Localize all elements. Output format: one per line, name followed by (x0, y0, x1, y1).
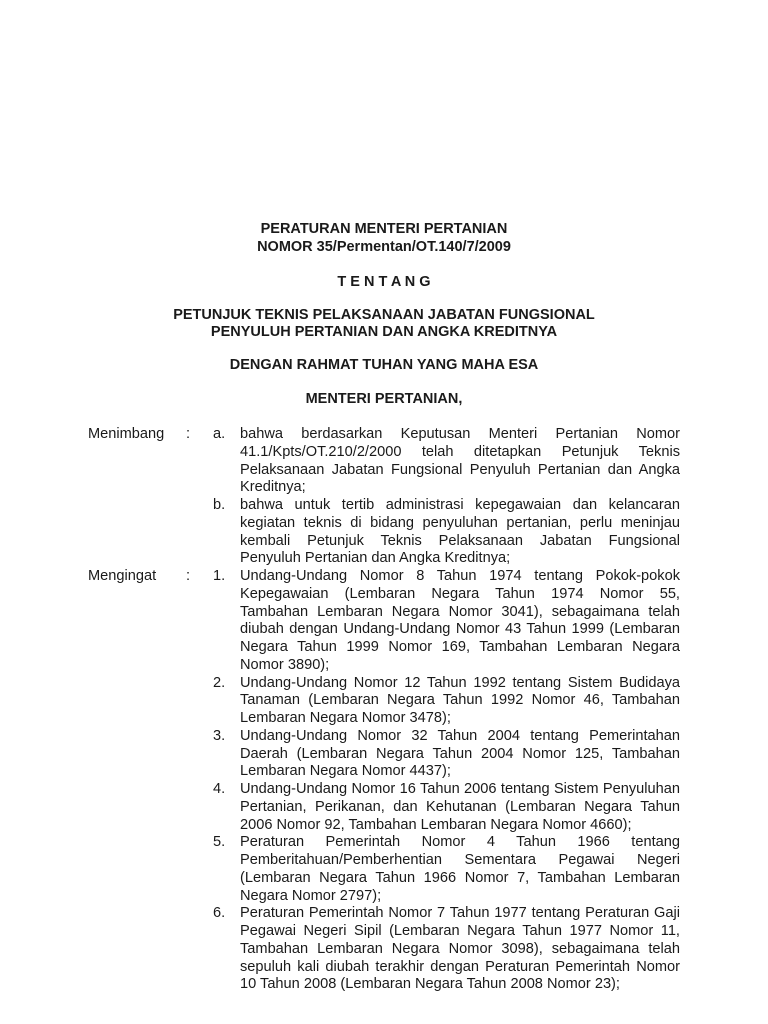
text-line: Lembaran Negara Nomor 4437); (240, 763, 451, 780)
regulation-number: NOMOR 35/Permentan/OT.140/7/2009 (257, 239, 511, 255)
mengingat-item (0, 781, 768, 834)
colon: : (186, 568, 191, 584)
text-line: (Lembaran Negara Tahun 1966 Nomor 7, Tambahan Lembaran (240, 869, 680, 886)
subject-line-1: PETUNJUK TEKNIS PELAKSANAAN JABATAN FUNGSIONAL (173, 307, 595, 323)
document-body (0, 426, 768, 994)
item-marker: b. (213, 497, 226, 513)
text-line: Undang-Undang Nomor 12 Tahun 1992 tentang Sistem Budidaya (240, 674, 680, 691)
item-marker: 4. (213, 781, 226, 797)
text-line: 10 Tahun 2008 (Lembaran Negara Tahun 2008 Nomor 23); (240, 976, 620, 993)
text-line: Penyuluh Pertanian dan Angka Kreditnya; (240, 550, 511, 567)
item-marker: 5. (213, 834, 226, 851)
menimbang-label: Menimbang (88, 426, 165, 442)
item-marker: 2. (213, 674, 226, 691)
text-line: Pelaksanaan Jabatan Fungsional Penyuluh Pertanian dan Angka (240, 461, 680, 478)
text-line: Kepegawaian (Lembaran Negara Tahun 1974 Nomor 55, (240, 585, 680, 602)
text-line: 41.1/Kpts/OT.210/2/2000 telah ditetapkan Petunjuk Teknis (240, 443, 680, 460)
colon: : (186, 426, 191, 442)
text-line: Lembaran Negara Nomor 3478); (240, 710, 451, 726)
minister-line: MENTERI PERTANIAN, (305, 391, 463, 407)
text-line: Nomor 3890); (240, 656, 330, 673)
item-marker: 1. (213, 568, 226, 584)
text-line: Undang-Undang Nomor 16 Tahun 2006 tentang Sistem Penyuluhan (240, 781, 680, 797)
text-line: bahwa untuk tertib administrasi kepegawaian dan kelancaran (240, 497, 680, 513)
mengingat-item (0, 675, 768, 728)
text-line: Negara Tahun 1999 Nomor 169, Tambahan Lembaran Negara (240, 639, 680, 655)
text-line: Pegawai Negeri Sipil (Lembaran Negara Tahun 1977 Nomor 11, (240, 923, 680, 939)
text-line: Undang-Undang Nomor 32 Tahun 2004 tentang Pemerintahan (240, 727, 680, 744)
text-line: Daerah (Lembaran Negara Tahun 2004 Nomor 125, Tambahan (240, 745, 680, 762)
mengingat-item (0, 568, 768, 675)
text-line: Pemberitahuan/Pemberhentian Sementara Pegawai Negeri (240, 852, 680, 868)
mengingat-item (0, 728, 768, 781)
regulation-title: PERATURAN MENTERI PERTANIAN (260, 221, 508, 237)
text-line: Negara Nomor 2797); (240, 887, 382, 904)
menimbang-item (0, 426, 768, 497)
subject-line-2: PENYULUH PERTANIAN DAN ANGKA KREDITNYA (210, 324, 558, 340)
text-line: Pertanian, Perikanan, dan Kehutanan (Lembaran Negara Tahun (240, 798, 680, 815)
mengingat-item (0, 905, 768, 994)
text-line: diubah dengan Undang-Undang Nomor 43 Tahun 1999 (Lembaran (240, 621, 680, 638)
text-line: kembali Petunjuk Teknis Pelaksanaan Jabatan Fungsional (240, 532, 680, 549)
item-marker: 6. (213, 905, 226, 922)
text-line: Peraturan Pemerintah Nomor 4 Tahun 1966 tentang (240, 834, 680, 851)
text-line: 2006 Nomor 92, Tambahan Lembaran Negara Nomor 4660); (240, 816, 632, 833)
text-line: Undang-Undang Nomor 8 Tahun 1974 tentang Pokok-pokok (240, 568, 680, 584)
text-line: Tambahan Lembaran Negara Nomor 3098), sebagaimana telah (240, 940, 680, 957)
text-line: Kreditnya; (240, 479, 306, 496)
text-line: Tanaman (Lembaran Negara Tahun 1992 Nomor 46, Tambahan (240, 692, 680, 709)
text-line: sepuluh kali diubah terakhir dengan Peraturan Pemerintah Nomor (240, 958, 680, 975)
mengingat-label: Mengingat (88, 568, 157, 584)
text-line: kegiatan teknis di bidang penyuluhan pertanian, perlu meninjau (240, 514, 680, 531)
blessing-line: DENGAN RAHMAT TUHAN YANG MAHA ESA (229, 357, 539, 373)
text-line: Peraturan Pemerintah Nomor 7 Tahun 1977 tentang Peraturan Gaji (240, 905, 680, 922)
item-marker: 3. (213, 727, 226, 744)
menimbang-item (0, 497, 768, 568)
item-marker: a. (213, 426, 226, 442)
text-line: Tambahan Lembaran Negara Nomor 3041), sebagaimana telah (240, 603, 680, 620)
text-line: bahwa berdasarkan Keputusan Menteri Pertanian Nomor (240, 426, 680, 442)
mengingat-item (0, 834, 768, 905)
tentang-heading: T E N T A N G (337, 274, 431, 290)
